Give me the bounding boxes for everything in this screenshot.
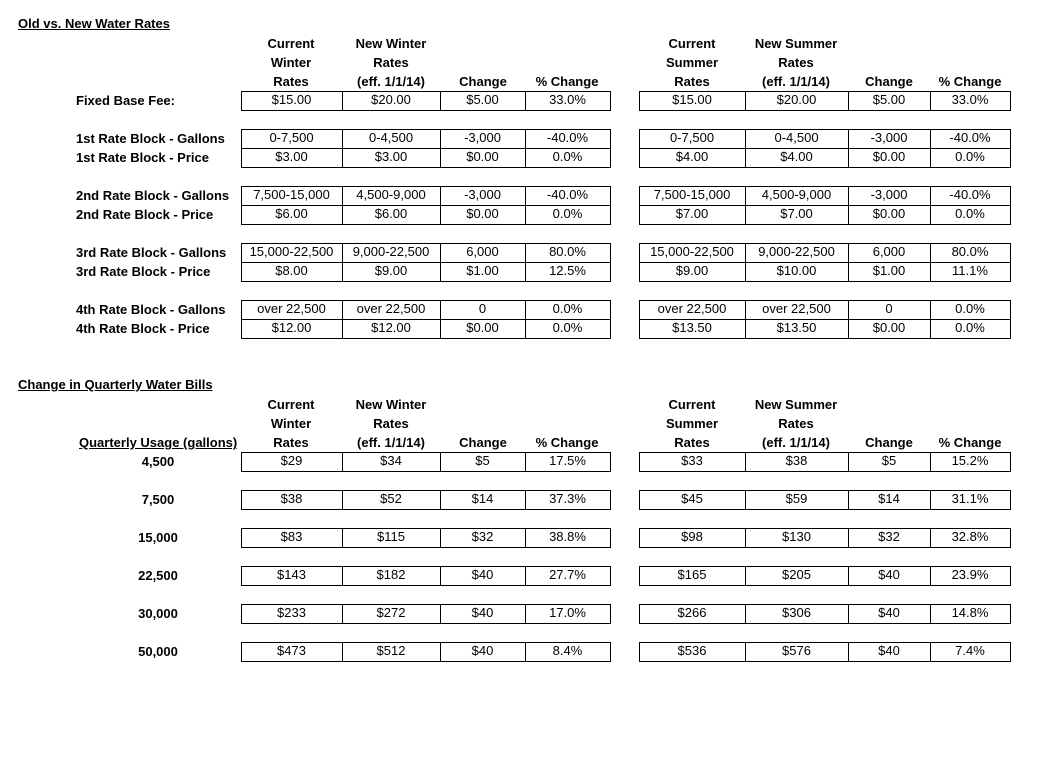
summer-cell: 0.0% — [955, 206, 985, 221]
summer-header-3-line: % Change — [938, 74, 1002, 89]
summer-bill-cell: $5 — [881, 453, 897, 468]
winter-cell: $6.00 — [275, 206, 308, 221]
winter-cell: 12.5% — [549, 263, 586, 278]
summer-bill-cell: $536 — [677, 643, 707, 658]
winter-bill-cell: $34 — [380, 453, 402, 468]
winter-cell: -3,000 — [464, 130, 501, 145]
summer-cell: 4,500-9,000 — [761, 187, 832, 202]
summer-cell: $4.00 — [675, 149, 709, 164]
summer-bill-header-0-line: Summer — [665, 416, 719, 431]
summer-cell: over 22,500 — [657, 301, 727, 316]
winter-cell: -40.0% — [546, 187, 589, 202]
winter-cell: 0.0% — [552, 206, 583, 221]
usage-value: 15,000 — [138, 530, 178, 545]
summer-cell: $0.00 — [872, 149, 906, 164]
winter-cell: 0.0% — [552, 149, 583, 164]
summer-cell: 6,000 — [872, 244, 906, 259]
rate-row-label: 1st Rate Block - Gallons — [76, 131, 225, 146]
winter-bill-cell: $40 — [471, 567, 494, 582]
winter-bill-cell: 37.3% — [549, 491, 586, 506]
summer-bill-cell: $576 — [782, 643, 811, 658]
summer-bill-cell: $45 — [681, 491, 703, 506]
winter-bill-header-0-line: Winter — [270, 416, 312, 431]
summer-cell: -3,000 — [870, 130, 908, 145]
winter-cell: 33.0% — [549, 92, 586, 107]
winter-header-1-line: (eff. 1/1/14) — [357, 74, 425, 89]
summer-cell: -40.0% — [949, 187, 991, 202]
summer-cell: $9.00 — [675, 263, 709, 278]
winter-header-0-line: Current — [267, 36, 315, 51]
summer-cell: 9,000-22,500 — [758, 244, 835, 259]
summer-bill-cell: $40 — [878, 605, 900, 620]
winter-bill-cell: $40 — [471, 643, 494, 658]
summer-cell: 0.0% — [955, 301, 985, 316]
winter-bill-cell: $52 — [380, 491, 402, 506]
winter-bill-header-0-line: Current — [267, 397, 315, 412]
winter-cell: 80.0% — [549, 244, 586, 259]
winter-cell: $9.00 — [374, 263, 408, 278]
winter-cell: 7,500-15,000 — [253, 187, 330, 202]
summer-cell: $1.00 — [872, 263, 906, 278]
rate-row-label: 4th Rate Block - Gallons — [76, 302, 226, 317]
winter-cell: 0-4,500 — [368, 130, 414, 145]
winter-bill-cell: 17.5% — [549, 453, 586, 468]
winter-header-1-line: Rates — [373, 55, 409, 70]
winter-cell: over 22,500 — [356, 301, 426, 316]
winter-cell: $0.00 — [466, 320, 499, 335]
section1-title: Old vs. New Water Rates — [18, 16, 170, 31]
winter-bill-cell: $233 — [277, 605, 306, 620]
summer-bill-cell: $165 — [677, 567, 707, 582]
summer-header-2-line: Change — [865, 74, 913, 89]
winter-bill-cell: $29 — [280, 453, 303, 468]
winter-cell: $15.00 — [271, 92, 312, 107]
winter-header-0-line: Rates — [273, 74, 309, 89]
rate-row-label: 2nd Rate Block - Gallons — [76, 188, 230, 203]
summer-bill-cell: $130 — [782, 529, 811, 544]
summer-bill-cell: $266 — [677, 605, 707, 620]
rate-row-label: 1st Rate Block - Price — [76, 150, 209, 165]
winter-bill-cell: $32 — [471, 529, 494, 544]
winter-bill-cell: 38.8% — [549, 529, 586, 544]
rate-row-label: Fixed Base Fee: — [76, 93, 175, 108]
summer-bill-cell: $98 — [681, 529, 703, 544]
winter-cell: $6.00 — [374, 206, 408, 221]
rate-row-label: 4th Rate Block - Price — [76, 321, 210, 336]
summer-bill-header-2-line: Change — [865, 435, 913, 450]
rate-row-label: 3rd Rate Block - Gallons — [76, 245, 227, 260]
winter-cell: $0.00 — [466, 149, 499, 164]
winter-header-0-line: Winter — [270, 55, 312, 70]
summer-cell: $10.00 — [776, 263, 817, 278]
summer-cell: 0 — [885, 301, 893, 316]
summer-bill-header-1-line: (eff. 1/1/14) — [762, 435, 830, 450]
summer-cell: $13.50 — [776, 320, 817, 335]
winter-header-3-line: % Change — [535, 74, 599, 89]
winter-cell: $12.00 — [371, 320, 411, 335]
winter-bill-cell: $272 — [376, 605, 406, 620]
section2-title: Change in Quarterly Water Bills — [18, 377, 213, 392]
summer-bill-cell: $32 — [878, 529, 900, 544]
summer-bill-cell: 32.8% — [951, 529, 989, 544]
winter-cell: 6,000 — [466, 244, 499, 259]
summer-cell: $15.00 — [672, 92, 712, 107]
winter-cell: $12.00 — [271, 320, 312, 335]
winter-header-2-line: Change — [459, 74, 507, 89]
winter-cell: $8.00 — [275, 263, 308, 278]
winter-cell: $1.00 — [466, 263, 499, 278]
summer-bill-cell: $14 — [878, 491, 900, 506]
summer-header-0-line: Rates — [674, 74, 710, 89]
winter-bill-header-0-line: Rates — [273, 435, 309, 450]
summer-bill-cell: $40 — [878, 567, 900, 582]
summer-cell: -40.0% — [949, 130, 991, 145]
winter-bill-cell: $5 — [475, 453, 490, 468]
winter-cell: $0.00 — [466, 206, 499, 221]
summer-header-0-line: Summer — [665, 55, 719, 70]
winter-bill-header-2-line: Change — [459, 435, 507, 450]
summer-bill-header-3-line: % Change — [938, 435, 1002, 450]
summer-bill-cell: $33 — [681, 453, 703, 468]
winter-cell: 4,500-9,000 — [356, 187, 426, 202]
winter-bill-cell: $143 — [277, 567, 306, 582]
usage-value: 22,500 — [138, 568, 178, 583]
usage-column-header: Quarterly Usage (gallons) — [79, 435, 238, 450]
summer-bill-cell: $59 — [785, 491, 808, 506]
usage-value: 50,000 — [138, 644, 178, 659]
winter-bill-header-1-line: (eff. 1/1/14) — [357, 435, 425, 450]
summer-bill-cell: $306 — [782, 605, 811, 620]
winter-bill-cell: $40 — [471, 605, 494, 620]
winter-bill-header-1-line: Rates — [373, 416, 409, 431]
summer-cell: $20.00 — [776, 92, 817, 107]
summer-cell: 0-7,500 — [669, 130, 715, 145]
summer-cell: 0.0% — [955, 149, 985, 164]
rate-row-label: 2nd Rate Block - Price — [76, 207, 214, 222]
summer-bill-cell: 7.4% — [955, 643, 985, 658]
summer-cell: $0.00 — [872, 320, 906, 335]
winter-bill-cell: $83 — [280, 529, 303, 544]
summer-cell: -3,000 — [870, 187, 908, 202]
winter-cell: $3.00 — [275, 149, 308, 164]
winter-cell: $20.00 — [371, 92, 411, 107]
winter-bill-header-1-line: New Winter — [355, 397, 427, 412]
winter-bill-header-3-line: % Change — [535, 435, 599, 450]
summer-bill-cell: $40 — [878, 643, 900, 658]
winter-cell: 0.0% — [552, 301, 583, 316]
summer-cell: $7.00 — [675, 206, 709, 221]
summer-bill-cell: 14.8% — [951, 605, 989, 620]
winter-cell: 9,000-22,500 — [352, 244, 430, 259]
usage-value: 7,500 — [141, 492, 175, 507]
summer-cell: $7.00 — [780, 206, 813, 221]
winter-cell: -40.0% — [546, 130, 589, 145]
summer-bill-cell: 23.9% — [951, 567, 989, 582]
rate-row-label: 3rd Rate Block - Price — [76, 264, 211, 279]
summer-cell: 80.0% — [951, 244, 989, 259]
summer-cell: 11.1% — [952, 263, 988, 278]
summer-cell: 15,000-22,500 — [650, 244, 734, 259]
summer-cell: over 22,500 — [762, 301, 831, 316]
usage-value: 4,500 — [141, 454, 175, 469]
summer-cell: 33.0% — [951, 92, 989, 107]
winter-bill-cell: 8.4% — [552, 643, 583, 658]
summer-bill-cell: 15.2% — [951, 453, 989, 468]
summer-bill-header-1-line: Rates — [778, 416, 814, 431]
summer-cell: 7,500-15,000 — [653, 187, 731, 202]
summer-cell: $5.00 — [872, 92, 906, 107]
winter-cell: 0.0% — [552, 320, 583, 335]
winter-cell: 0 — [478, 301, 487, 316]
winter-bill-cell: $14 — [471, 491, 494, 506]
winter-bill-cell: 27.7% — [549, 567, 586, 582]
summer-bill-header-0-line: Rates — [674, 435, 710, 450]
summer-cell: $13.50 — [672, 320, 712, 335]
usage-value: 30,000 — [138, 606, 178, 621]
summer-bill-header-1-line: New Summer — [754, 397, 838, 412]
winter-cell: $3.00 — [374, 149, 408, 164]
summer-header-1-line: (eff. 1/1/14) — [762, 74, 830, 89]
summer-cell: 0-4,500 — [774, 130, 819, 145]
summer-cell: $4.00 — [780, 149, 813, 164]
summer-header-1-line: New Summer — [754, 36, 838, 51]
summer-header-0-line: Current — [668, 36, 716, 51]
winter-bill-cell: $512 — [376, 643, 406, 658]
winter-header-1-line: New Winter — [355, 36, 427, 51]
summer-bill-cell: 31.1% — [951, 491, 989, 506]
summer-header-1-line: Rates — [778, 55, 814, 70]
winter-cell: 15,000-22,500 — [249, 244, 334, 259]
winter-bill-cell: $182 — [376, 567, 406, 582]
summer-bill-cell: $38 — [785, 453, 808, 468]
winter-cell: over 22,500 — [257, 301, 326, 316]
summer-cell: $0.00 — [872, 206, 906, 221]
winter-cell: -3,000 — [464, 187, 501, 202]
summer-cell: 0.0% — [955, 320, 985, 335]
winter-bill-cell: $473 — [277, 643, 306, 658]
winter-bill-cell: 17.0% — [549, 605, 586, 620]
summer-bill-cell: $205 — [782, 567, 811, 582]
winter-cell: $5.00 — [466, 92, 499, 107]
winter-bill-cell: $115 — [377, 529, 405, 544]
summer-bill-header-0-line: Current — [668, 397, 716, 412]
winter-cell: 0-7,500 — [269, 130, 314, 145]
winter-bill-cell: $38 — [280, 491, 303, 506]
